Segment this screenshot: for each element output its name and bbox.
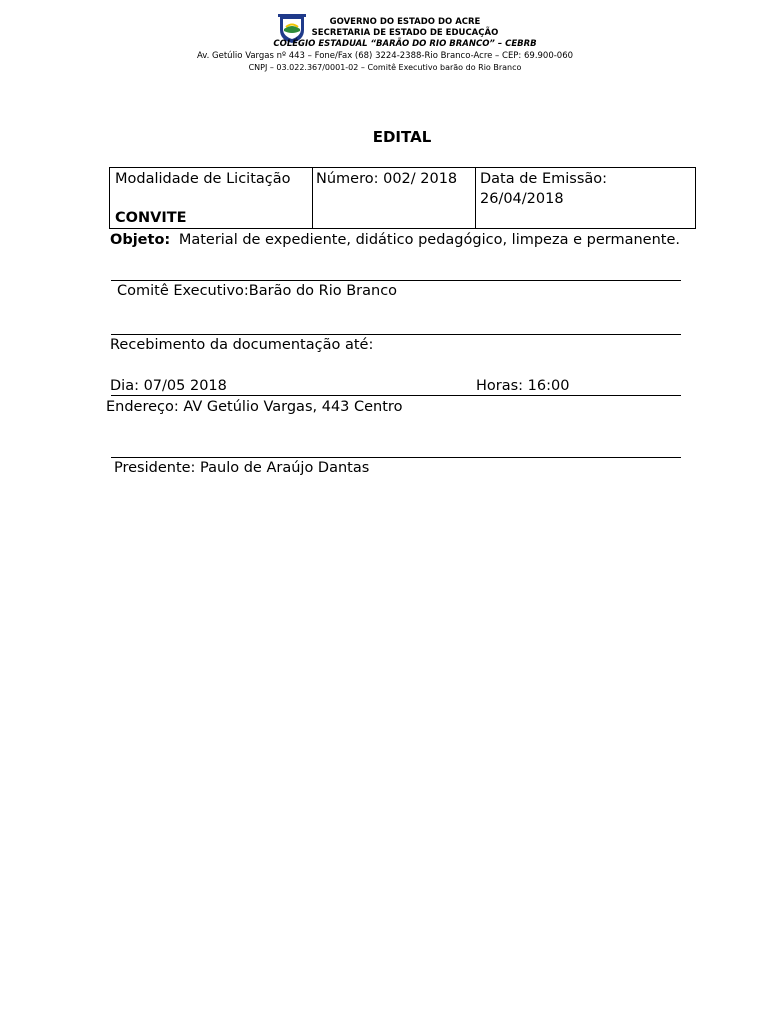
presidente-text: Presidente: Paulo de Araújo Dantas: [114, 460, 370, 476]
header-school: COLÉGIO ESTADUAL “BARÃO DO RIO BRANCO” – CEBRB: [273, 39, 537, 49]
horas-text: Horas: 16:00: [476, 378, 570, 394]
header-address: Av. Getúlio Vargas nº 443 – Fone/Fax (68) 3224-2388-Rio Branco-Acre – CEP: 69.900-060: [196, 51, 574, 61]
dia-text: Dia: 07/05 2018: [110, 378, 227, 394]
endereco-text: Endereço: AV Getúlio Vargas, 443 Centro: [106, 399, 403, 415]
numero-field: Número: 002/ 2018: [316, 171, 458, 187]
divider-line: [111, 457, 681, 458]
objeto-row: [110, 232, 680, 248]
modalidade-label: Modalidade de Licitação: [115, 171, 291, 187]
divider-line: [111, 395, 681, 396]
divider-line: [111, 334, 681, 335]
comite-text: Comitê Executivo:Barão do Rio Branco: [117, 283, 398, 299]
table-divider: [312, 168, 313, 228]
objeto-label: Objeto:: [110, 232, 171, 248]
bid-info-table: [109, 167, 696, 229]
data-emissao-value: 26/04/2018: [480, 191, 564, 207]
modalidade-value: CONVITE: [115, 210, 187, 226]
data-emissao-label: Data de Emissão:: [480, 171, 608, 187]
header-government: GOVERNO DO ESTADO DO ACRE: [329, 17, 481, 27]
document-title: EDITAL: [372, 128, 432, 146]
header-cnpj: CNPJ – 03.022.367/0001-02 – Comitê Executivo barão do Rio Branco: [248, 63, 522, 72]
recebimento-text: Recebimento da documentação até:: [110, 337, 374, 353]
divider-line: [111, 280, 681, 281]
table-divider: [475, 168, 476, 228]
objeto-text: Material de expediente, didático pedagógico, limpeza e permanente.: [178, 232, 680, 248]
header-secretariat: SECRETARIA DE ESTADO DE EDUCAÇÃO: [311, 28, 499, 38]
